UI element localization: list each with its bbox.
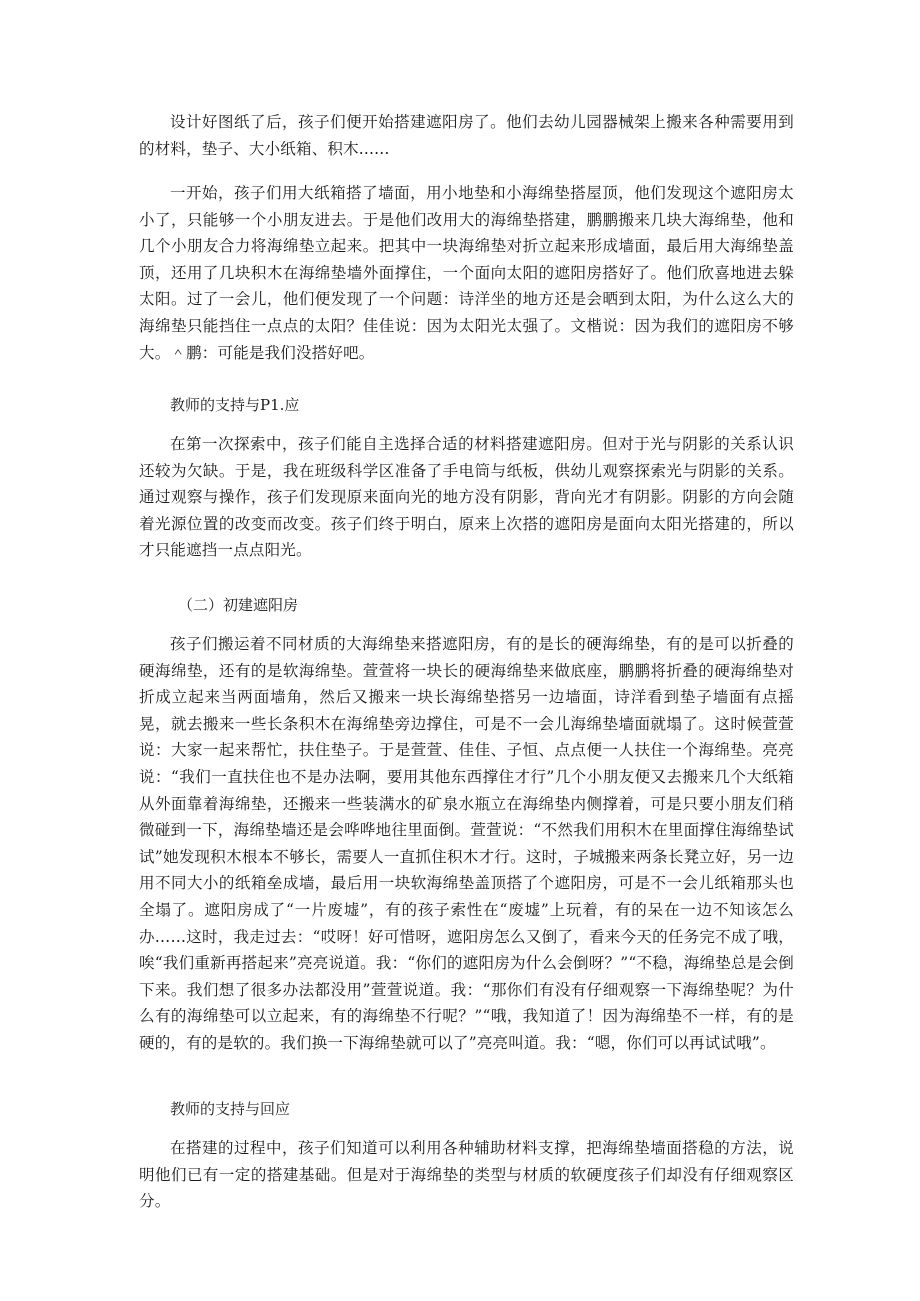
paragraph-initial-build: 孩子们搬运着不同材质的大海绵垫来搭遮阳房，有的是长的硬海绵垫，有的是可以折叠的硬海绵垫，还有的是软海绵垫。萱萱将一块长的硬海绵垫来做底座，鹏鹏将折叠的硬海绵垫对折成立起来当两面墙角，然后又搬来一块长海绵垫搭另一边墙面，诗洋看到垫子墙面有点摇晃，就去搬来一些长条积木在海绵垫旁边撑住，可是不一会儿海绵垫墙面就塌了。这时候萱萱说：大家一起来帮忙，扶住垫子。于是萱萱、佳佳、子恒、点点便一人扶住一个海绵垫。亮亮说：“我们一直扶住也不是办法啊，要用其他东西撑住才行”几个小朋友便又去搬来几个大纸箱从外面靠着海绵垫，还搬来一些装满水的矿泉水瓶立在海绵垫内侧撑着，可是只要小朋友们稍微碰到一下，海绵垫墙还是会哗哗地往里面倒。萱萱说：“不然我们用积木在里面撑住海绵垫试试”她发现积木根本不够长，需要人一直抓住积木才行。这时，子城搬来两条长凳立好，另一边用不同大小的纸箱垒成墙，最后用一块软海绵垫盖顶搭了个遮阳房，可是不一会儿纸箱那头也全塌了。遮阳房成了“一片废墟”，有的孩子索性在“废墟”上玩着，有的呆在一边不知该怎么办……这时，我走过去：“哎呀！好可惜呀，遮阳房怎么又倒了，看来今天的任务完不成了哦，唉“我们重新再搭起来”亮亮说道。我：“你们的遮阳房为什么会倒呀？”“不稳，海绵垫总是会倒下来。我们想了很多办法都没用”萱萱说道。我：“那你们有没有仔细观察一下海绵垫呢？为什么有的海绵垫可以立起来，有的海绵垫不行呢？”“哦，我知道了！因为海绵垫不一样，有的是硬的，有的是软的。我们换一下海绵垫就可以了”亮亮叫道。我：“嗯，你们可以再试试哦”。	[139, 635, 794, 1052]
heading-teacher-support-1: 教师的支持与P1.应	[170, 396, 300, 414]
paragraph-first-attempt: 一开始，孩子们用大纸箱搭了墙面，用小地垫和小海绵垫搭屋顶，他们发现这个遮阳房太小了，只能够一个小朋友进去。于是他们改用大的海绵垫搭建，鹏鹏搬来几块大海绵垫，他和几个小朋友合力将海绵垫立起来。把其中一块海绵垫对折立起来形成墙面，最后用大海绵垫盖顶，还用了几块积木在海绵垫墙外面撑住，一个面向太阳的遮阳房搭好了。他们欣喜地进去躲太阳。过了一会儿，他们便发现了一个问题：诗洋坐的地方还是会晒到太阳，为什么这么大的海绵垫只能挡住一点点的太阳？佳佳说：因为太阳光太强了。文楷说：因为我们的遮阳房不够大。＾鹏：可能是我们没搭好吧。	[139, 184, 794, 362]
heading-teacher-support-2: 教师的支持与回应	[170, 1100, 291, 1118]
paragraph-build-start: 设计好图纸了后，孩子们便开始搭建遮阳房了。他们去幼儿园器械架上搬来各种需要用到的材料，垫子、大小纸箱、积木......	[139, 113, 794, 158]
paragraph-light-shadow: 在第一次探索中，孩子们能自主选择合适的材料搭建遮阳房。但对于光与阴影的关系认识还较为欠缺。于是，我在班级科学区准备了手电筒与纸板，供幼儿观察探索光与阴影的关系。通过观察与操作，孩子们发现原来面向光的地方没有阴影，背向光才有阴影。阴影的方向会随着光源位置的改变而改变。孩子们终于明白，原来上次搭的遮阳房是面向太阳光搭建的，所以才只能遮挡一点点阳光。	[139, 435, 794, 560]
section-heading-initial-build: （二）初建遮阳房	[178, 596, 299, 614]
paragraph-teacher-reflection: 在搭建的过程中，孩子们知道可以利用各种辅助材料支撑，把海绵垫墙面搭稳的方法，说明他们已有一定的搭建基础。但是对于海绵垫的类型与材质的软硬度孩子们却没有仔细观察区分。	[139, 1139, 794, 1211]
